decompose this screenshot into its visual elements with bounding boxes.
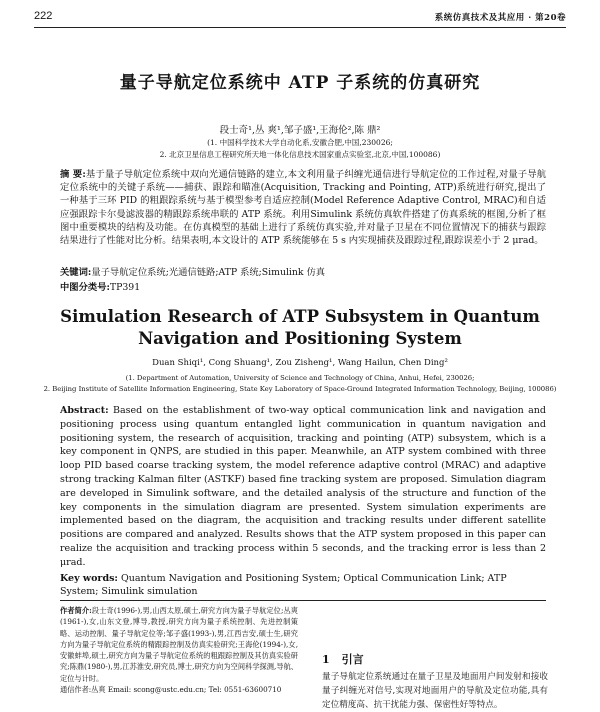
footnote-label: 作者简介: bbox=[60, 606, 92, 615]
chinese-affiliation-2: 2. 北京卫星信息工程研究所天地一体化信息技术国家重点实验室,北京,中国,100086) bbox=[159, 150, 441, 159]
classification-label: 中图分类号: bbox=[60, 282, 110, 293]
chinese-authors: 段士奇¹,丛 爽¹,邹子盛¹,王海伦²,陈 鼎² bbox=[219, 125, 381, 136]
section-number: 1 bbox=[322, 653, 330, 666]
english-title-line-2: Navigation and Positioning System bbox=[138, 329, 462, 348]
english-authors: Duan Shiqi¹, Cong Shuang¹, Zou Zisheng¹, Wang Hailun, Chen Ding² bbox=[152, 358, 448, 368]
english-affiliation-2: 2. Beijing Institute of Satellite Information Engineering, State Key Laboratory of Space-Ground Integrated Information Technology, Beijing, 100086) bbox=[43, 385, 557, 393]
page-header bbox=[34, 10, 566, 26]
introduction-text: 量子导航定位系统通过在量子卫星及地面用户间发射和接收量子纠缠光对信号,实现对地面用户的导航及定位功能,具有定位精度高、抗干扰能力强、保密性好等特点。 bbox=[322, 672, 548, 710]
english-title-line-1: Simulation Research of ATP Subsystem in Quantum bbox=[60, 307, 540, 326]
english-affiliation-1: (1. Department of Automation, University of Science and Technology of China, Anhui, Hefei, 230026; bbox=[125, 374, 475, 382]
footnote-text: 段士奇(1996-),男,山西太原,硕士,研究方向为量子导航定位;丛爽(1961-),女,山东文登,博导,教授,研究方向为量子系统控制、先进控制策略、运动控制、量子导航定位等;邹子盛(1993-),男,江西吉安,硕士生,研究方向为量子导航定位系统的精跟踪控制及仿真实验研究;王海伦(1994-),女,安徽蚌埠,硕士,研究方向为量子导航定位系统的粗跟踪控制及其仿真实验研究;陈鼎(1980-),男,江苏淮安,研究员,博士,研究方向为空间科学探测,导航、定位与计时。 bbox=[60, 606, 298, 683]
chinese-abstract bbox=[60, 168, 546, 247]
section-heading bbox=[322, 651, 376, 667]
section-title: 引言 bbox=[341, 653, 364, 666]
chinese-affiliation-1: (1. 中国科学技术大学自动化系,安徽合肥,中国,230026; bbox=[207, 138, 393, 147]
english-keywords-label: Key words: bbox=[60, 573, 118, 584]
english-title bbox=[0, 306, 600, 350]
footnote-corresponding: 通信作者:丛爽 Email: scong@ustc.edu.cn; Tel: 0551-63600710 bbox=[60, 685, 282, 695]
english-abstract-label: Abstract: bbox=[60, 405, 109, 416]
header-rule bbox=[34, 27, 566, 28]
english-abstract-text: Based on the establishment of two-way optical communication link and navigation and positioning process using quantum entangled light communication in quantum navigation and positioning system, the research of acquisition, tracking and pointing (ATP) subsystem, which is a key component in QNPS, are studied in this paper. Meanwhile, an ATP system combined with three loop PID based coarse tracking system, the model reference adaptive control (MRAC) and adaptive strong tracking Kalman filter (ASTKF) based fine tracking system are proposed. Simulation diagram are developed in Simulink software, and the detailed analysis of the structure and function of the key components in the simulation diagram are presented. System simulation experiments are implemented based on the diagram, the acquisition and tracking results under different satellite positions are compared and analyzed. Results shows that the ATP system proposed in this paper can realize the acquisition and tracking process within 5 seconds, and the tracking error is less than 2 μrad. bbox=[60, 405, 546, 568]
classification-value: TP391 bbox=[109, 282, 141, 293]
chinese-keywords bbox=[60, 264, 546, 278]
chinese-keywords-text: 量子导航定位系统;光通信链路;ATP 系统;Simulink 仿真 bbox=[91, 267, 326, 278]
chinese-keywords-label: 关键词: bbox=[60, 267, 92, 278]
chinese-abstract-text: 基于量子导航定位系统中双向光通信链路的建立,本文利用量子纠缠光通信进行导航定位的工作过程,对量子导航定位系统中的关键子系统——捕获、跟踪和瞄准(Acquisition, Tracking and Pointing, ATP)系统进行研究,提出了一种基于三环 PID 的粗跟踪系统与基于模型参考自适应控制(Model Reference Adaptive Control, MRAC)和自适应强跟踪卡尔曼滤波器的精跟踪系统串联的 ATP 系统。利用Simulink 系统仿真软件搭建了仿真系统的框图,分析了框图中重要模块的结构及功能。在仿真模型的基础上进行了系统仿真实验,并对量子卫星在不同位置情况下的捕获与跟踪结果进行了性能对比分析。结果表明,本文设计的 ATP 系统能够在 5 s 内实现捕获及跟踪过程,跟踪误差小于 2 μrad。 bbox=[60, 169, 546, 247]
author-footnote bbox=[60, 605, 298, 695]
footnote-rule bbox=[60, 600, 546, 601]
chinese-title: 量子导航定位系统中 ATP 子系统的仿真研究 bbox=[119, 73, 481, 93]
classification-number bbox=[60, 279, 140, 293]
english-abstract bbox=[60, 404, 546, 570]
chinese-abstract-label: 摘 要: bbox=[60, 169, 86, 180]
english-keywords-text: Quantum Navigation and Positioning System; Optical Communication Link; ATP System; Simulink simulation bbox=[60, 573, 507, 598]
english-keywords bbox=[60, 572, 546, 598]
page-number: 222 bbox=[34, 10, 53, 22]
journal-name: 系统仿真技术及其应用 · 第20卷 bbox=[434, 13, 566, 23]
